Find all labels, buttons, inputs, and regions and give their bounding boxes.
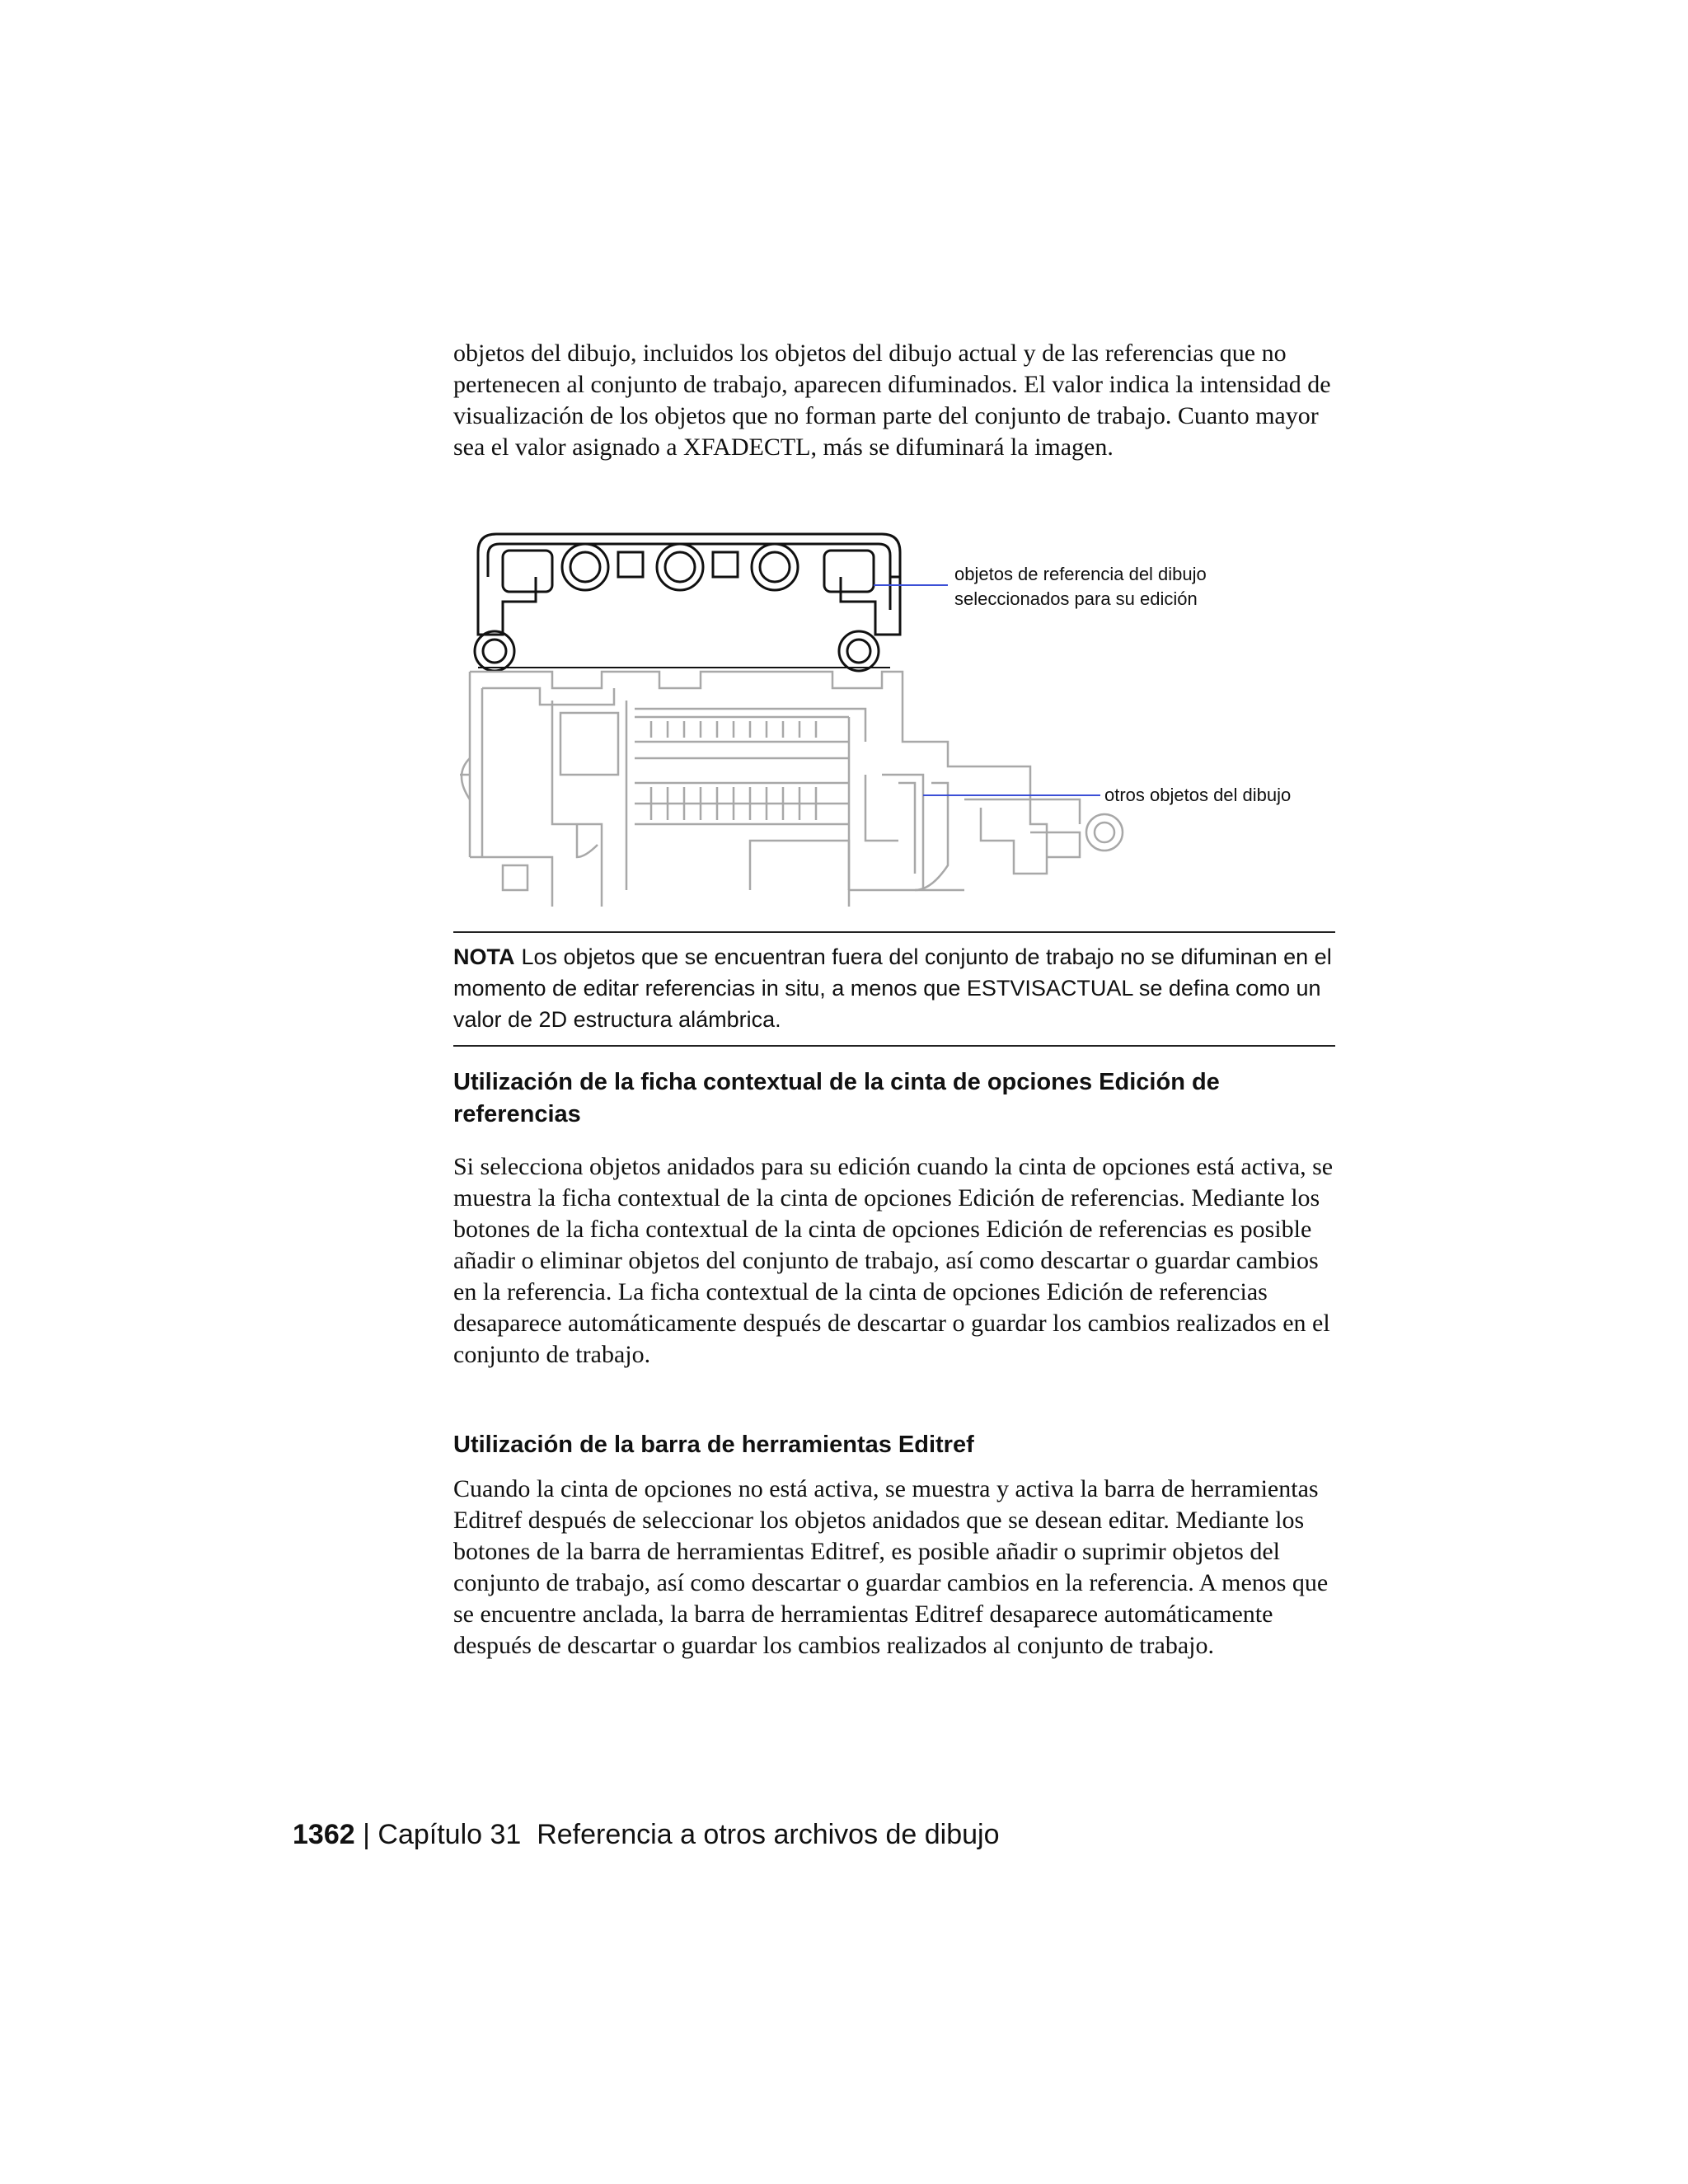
chapter-title: Referencia a otros archivos de dibujo — [537, 1819, 1000, 1850]
page-number: 1362 — [293, 1819, 355, 1850]
section-paragraph: Si selecciona objetos anidados para su edición cuando la cinta de opciones está activa, se muestra la ficha contextual de la cinta de opciones Edición de referencias. Mediante los botones de la ficha contextual de la cinta de opciones Edición de referencias es posible añadir o eliminar objetos del conjunto de trabajo, así como descartar o guardar cambios en la referencia. La ficha contextual de la cinta de opciones Edición de referencias desaparece automáticamente después de descartar o guardar los cambios realizados en el conjunto de trabajo. — [453, 1153, 1334, 1368]
body-paragraph: objetos del dibujo, incluidos los objetos del dibujo actual y de las referencias que no pertenecen al conjunto de trabajo, aparecen difuminados. El valor indica la intensidad de visualización de los objetos que no forman parte del conjunto de trabajo. Cuanto mayor sea el valor asignado a XFADECTL, más se difuminará la imagen. — [453, 340, 1331, 461]
section-paragraph: Cuando la cinta de opciones no está activa, se muestra y activa la barra de herramientas Editref después de seleccionar los objetos anidados que se desean editar. Mediante los botones de la barra de herramientas Editref, es posible añadir o suprimir objetos del conjunto de trabajo, así como descartar o guardar cambios en la referencia. A menos que se encuentre anclada, la barra de herramientas Editref desaparece automáticamente después de descartar o guardar los cambios realizados al conjunto de trabajo. — [453, 1475, 1329, 1659]
chapter-number: Capítulo 31 — [377, 1819, 522, 1850]
label-selected-line1: objetos de referencia del dibujo — [954, 564, 1207, 584]
section-heading: Utilización de la barra de herramientas Editref — [453, 1432, 974, 1458]
floor-plan-figure — [453, 527, 1335, 907]
footer-separator: | — [363, 1819, 370, 1850]
section-heading: Utilización de la ficha contextual de la cinta de opciones Edición de referencias — [453, 1069, 1220, 1127]
other-drawing-objects — [460, 672, 1123, 907]
label-other: otros objetos del dibujo — [1104, 785, 1292, 805]
floor-plan-drawing — [453, 527, 1335, 907]
label-selected-line2: seleccionados para su edición — [954, 588, 1198, 609]
note-label: NOTA — [453, 944, 515, 969]
page-footer — [293, 1816, 1000, 1853]
selected-reference-objects — [475, 534, 900, 671]
note-box — [453, 931, 1335, 1047]
note-text: Los objetos que se encuentran fuera del conjunto de trabajo no se difuminan en el momento de editar referencias in situ, a menos que ESTVISACTUAL se defina como un valor de 2D estructura alámbrica. — [453, 944, 1332, 1032]
